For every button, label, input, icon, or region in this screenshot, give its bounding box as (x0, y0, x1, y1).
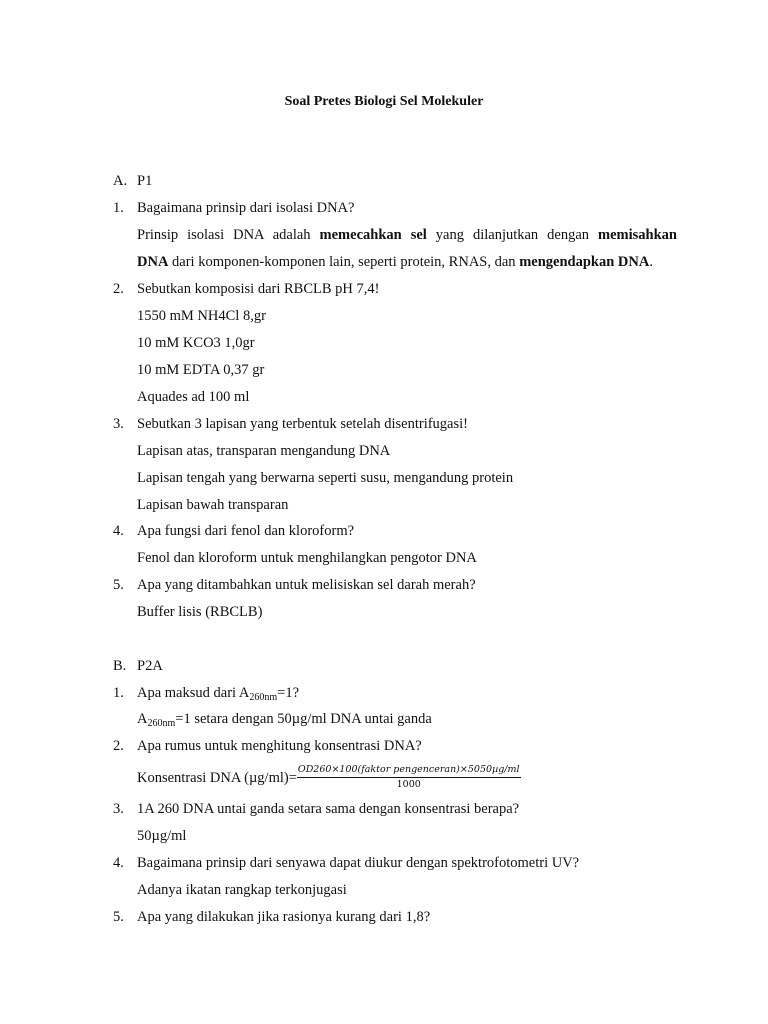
section-marker: B. (113, 658, 127, 674)
emphasis: memecahkan sel (319, 227, 427, 243)
question-number: 1. (113, 200, 124, 216)
formula-denominator: 1000 (396, 779, 421, 790)
emphasis: mengendapkan DNA (519, 254, 650, 270)
question-number: 4. (113, 855, 124, 871)
question-number: 2. (113, 738, 124, 754)
section-label: P2A (137, 658, 163, 674)
document-page: Soal Pretes Biologi Sel Molekuler A. P1 1. Bagaimana prinsip dari isolasi DNA? Prinsip isolasi DNA adalah memecahkan sel yang dilanjutkan dengan memisahkan DNA dari komponen-komponen lain, seperti protein, RNAS, dan mengendapkan DNA. 2. Sebutkan komposisi dari RBCLB pH 7,4! 1550 mM NH4Cl 8,gr 10 mM KCO3 1,0gr 10 mM EDTA 0,37 gr Aquades ad 100 ml 3. Sebutkan 3 lapisan yang terbentuk setelah disentrifugasi! Lapisan atas, transparan mengandung DNA Lapisan tengah yang berwarna seperti susu, mengandung protein Lapisan bawah transparan 4. Apa fungsi dari fenol dan kloroform? Fenol dan kloroform untuk menghilangkan pengotor DNA 5. Apa yang ditambahkan untuk melisiskan sel darah merah? Buffer lisis (RBCLB) B. P2A 1. Apa maksud dari $A_{260nm}=1$? $A_{260nm}=1$ setara dengan 50µg/ml DNA untai ganda 2. Apa rumus untuk menghitung konsentrasi DNA? Konsentrasi DNA (µg/ml)= $\frac{\text{OD260×100(faktor pengenceran)×5050µg/ml}}{1000}$ 3. 1A 260 DNA untai ganda setara sama dengan konsentrasi berapa? 50µg/ml 4. Bagaimana prinsip dari senyawa dapat diukur dengan spektrofotometri UV? Adanya ikatan rangkap terkonjugasi 5. Apa yang dilakukan jika rasionya kurang dari 1,8? (0, 0, 768, 1024)
section-label: P1 (137, 173, 153, 189)
answer-text: Prinsip isolasi DNA adalah memecahkan sel yang dilanjutkan dengan memisahkan (137, 227, 677, 243)
question-text: Sebutkan komposisi dari RBCLB pH 7,4! (137, 281, 380, 297)
question-number: 3. (113, 801, 124, 817)
question-number: 1. (113, 685, 124, 701)
answer-text: $A_{260nm}=1$ setara dengan 50µg/ml DNA untai ganda (137, 711, 432, 729)
question-text: Sebutkan 3 lapisan yang terbentuk setelah disentrifugasi! (137, 416, 468, 432)
emphasis: memisahkan (598, 227, 677, 243)
formula-numerator: OD260×100(faktor pengenceran)×5050µg/ml (297, 764, 521, 778)
question-text: Apa yang ditambahkan untuk melisiskan sel darah merah? (137, 577, 476, 593)
question-number: 5. (113, 909, 124, 925)
question-text: Apa maksud dari $A_{260nm}=1$? (137, 685, 300, 703)
page-title: Soal Pretes Biologi Sel Molekuler (284, 94, 484, 109)
emphasis: DNA (137, 254, 169, 270)
question-number: 4. (113, 523, 124, 539)
question-number: 2. (113, 281, 124, 297)
answer-text: Konsentrasi DNA (µg/ml)= $\frac{\text{OD260×100(faktor pengenceran)×5050µg/ml}}{1000}$ (137, 764, 520, 790)
question-text: 1A 260 DNA untai ganda setara sama dengan konsentrasi berapa? (137, 801, 520, 817)
question-text: Apa yang dilakukan jika rasionya kurang dari 1,8? (137, 909, 431, 925)
question-text: Bagaimana prinsip dari isolasi DNA? (137, 200, 355, 216)
question-text: Apa rumus untuk menghitung konsentrasi DNA? (137, 738, 422, 754)
question-text: Apa fungsi dari fenol dan kloroform? (137, 523, 355, 539)
answer-text: DNA dari komponen-komponen lain, seperti protein, RNAS, dan mengendapkan DNA. (137, 254, 653, 270)
question-number: 3. (113, 416, 124, 432)
formula-fraction (297, 764, 521, 791)
section-marker: A. (113, 173, 128, 189)
question-text: Bagaimana prinsip dari senyawa dapat diukur dengan spektrofotometri UV? (137, 855, 580, 871)
question-number: 5. (113, 577, 124, 593)
